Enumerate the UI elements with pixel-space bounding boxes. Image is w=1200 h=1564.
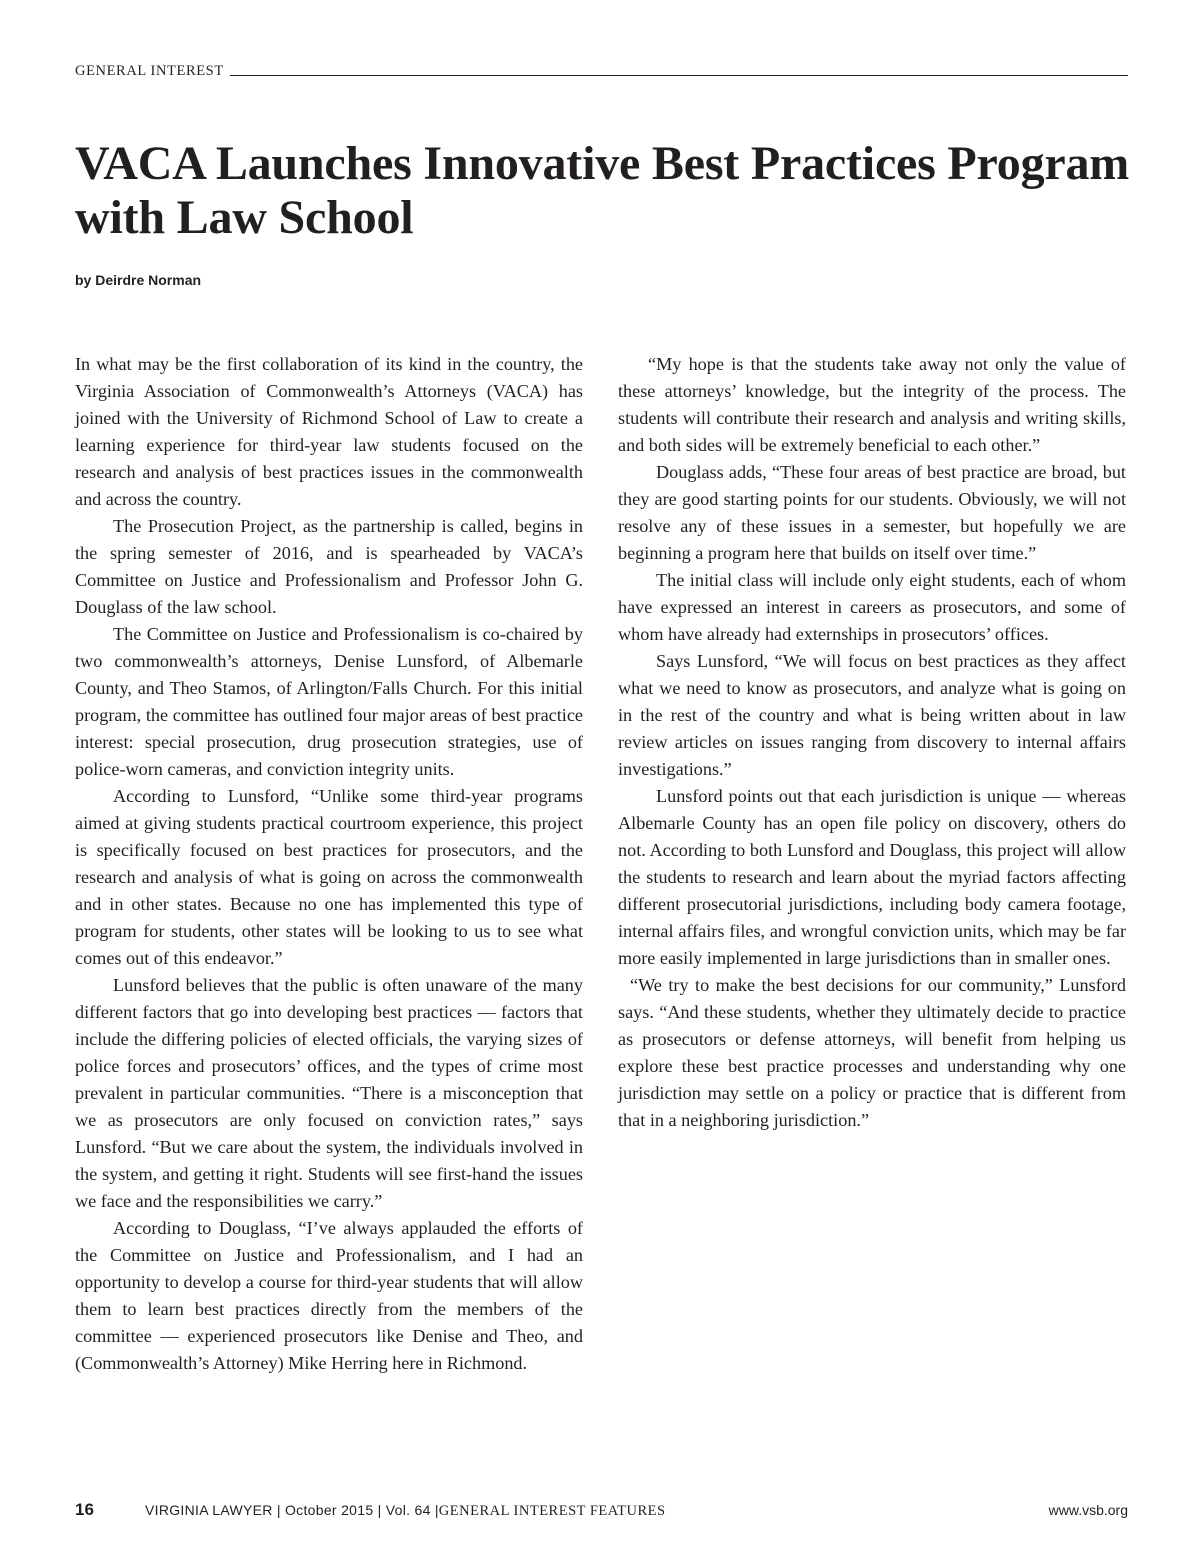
publication-info: VIRGINIA LAWYER | October 2015 | Vol. 64 | [145, 1502, 439, 1518]
byline: by Deirdre Norman [75, 272, 202, 288]
section-rule [230, 75, 1128, 76]
article-title: VACA Launches Innovative Best Practices Program with Law School [75, 137, 1130, 244]
section-label: GENERAL INTEREST [75, 62, 224, 79]
paragraph: The initial class will include only eight students, each of whom have expressed an interest in careers as prosecutors, and some of whom have already had externships in prosecutors’ offices. [618, 570, 1126, 644]
paragraph: The Committee on Justice and Professionalism is co-chaired by two commonwealth’s attorneys, Denise Lunsford, of Albemarle County, and Theo Stamos, of Arlington/Falls Church. For this initial program, the committee has outlined four major areas of best practice interest: special prosecution, drug prosecution strategies, use of police-worn cameras, and conviction integrity units. [75, 624, 583, 779]
page-footer [75, 1500, 1128, 1526]
website-url[interactable]: www.vsb.org [1048, 1502, 1128, 1518]
paragraph: According to Lunsford, “Unlike some third-year programs aimed at giving students practical courtroom experience, this project is specifically focused on best practices for prosecutors, and the research and analysis of what is going on across the commonwealth and in other states. Because no one has implemented this type of program for students, other states will be looking to us to see what comes out of this endeavor.” [75, 786, 583, 968]
paragraph: Lunsford believes that the public is often unaware of the many different factors that go into developing best practices — factors that include the differing policies of elected officials, the varying sizes of police forces and prosecutors’ offices, and the types of crime most prevalent in particular communities. “There is a misconception that we as prosecutors are only focused on conviction rates,” says Lunsford. “But we care about the system, the individuals involved in the system, and getting it right. Students will see first-hand the issues we face and the responsibilities we carry.” [75, 975, 583, 1211]
paragraph: Says Lunsford, “We will focus on best practices as they affect what we need to know as prosecutors, and analyze what is going on in the rest of the country and what is being written about in law review articles on issues ranging from discovery to internal affairs investigations.” [618, 651, 1126, 779]
paragraph: “We try to make the best decisions for our community,” Lunsford says. “And these students, whether they ultimately decide to practice as prosecutors or defense attorneys, will benefit from helping us explore these best practice processes and understanding why one jurisdiction may settle on a policy or practice that is different from that in a neighboring jurisdiction.” [618, 975, 1126, 1130]
paragraph: Douglass adds, “These four areas of best practice are broad, but they are good starting points for our students. Obviously, we will not resolve any of these issues in a semester, but hopefully we are beginning a program here that builds on itself over time.” [618, 462, 1126, 563]
paragraph: The Prosecution Project, as the partnership is called, begins in the spring semester of 2016, and is spearheaded by VACA’s Committee on Justice and Professionalism and Professor John G. Douglass of the law school. [75, 516, 583, 617]
section-header [75, 58, 1128, 80]
footer-section: GENERAL INTEREST FEATURES [438, 1503, 666, 1519]
paragraph: In what may be the first collaboration of its kind in the country, the Virginia Association of Commonwealth’s Attorneys (VACA) has joined with the University of Richmond School of Law to create a learning experience for third-year law students focused on the research and analysis of best practices issues in the commonwealth and across the country. [75, 354, 583, 509]
paragraph: According to Douglass, “I’ve always applauded the efforts of the Committee on Justice and Professionalism, and I had an opportunity to develop a course for third-year students that will allow them to learn best practices directly from the members of the committee — experienced prosecutors like Denise and Theo, and (Commonwealth’s Attorney) Mike Herring here in Richmond. [75, 1218, 583, 1373]
right-column [618, 351, 1126, 1134]
paragraph: “My hope is that the students take away not only the value of these attorneys’ knowledge, but the integrity of the process. The students will contribute their research and analysis and writing skills, and both sides will be extremely beneficial to each other.” [618, 354, 1126, 455]
left-column [75, 351, 583, 1377]
paragraph: Lunsford points out that each jurisdiction is unique — whereas Albemarle County has an open file policy on discovery, others do not. According to both Lunsford and Douglass, this project will allow the students to research and learn about the myriad factors affecting different prosecutorial jurisdictions, including body camera footage, internal affairs files, and wrongful conviction units, which may be far more easily implemented in large jurisdictions than in smaller ones. [618, 786, 1126, 968]
page-number: 16 [75, 1500, 94, 1519]
